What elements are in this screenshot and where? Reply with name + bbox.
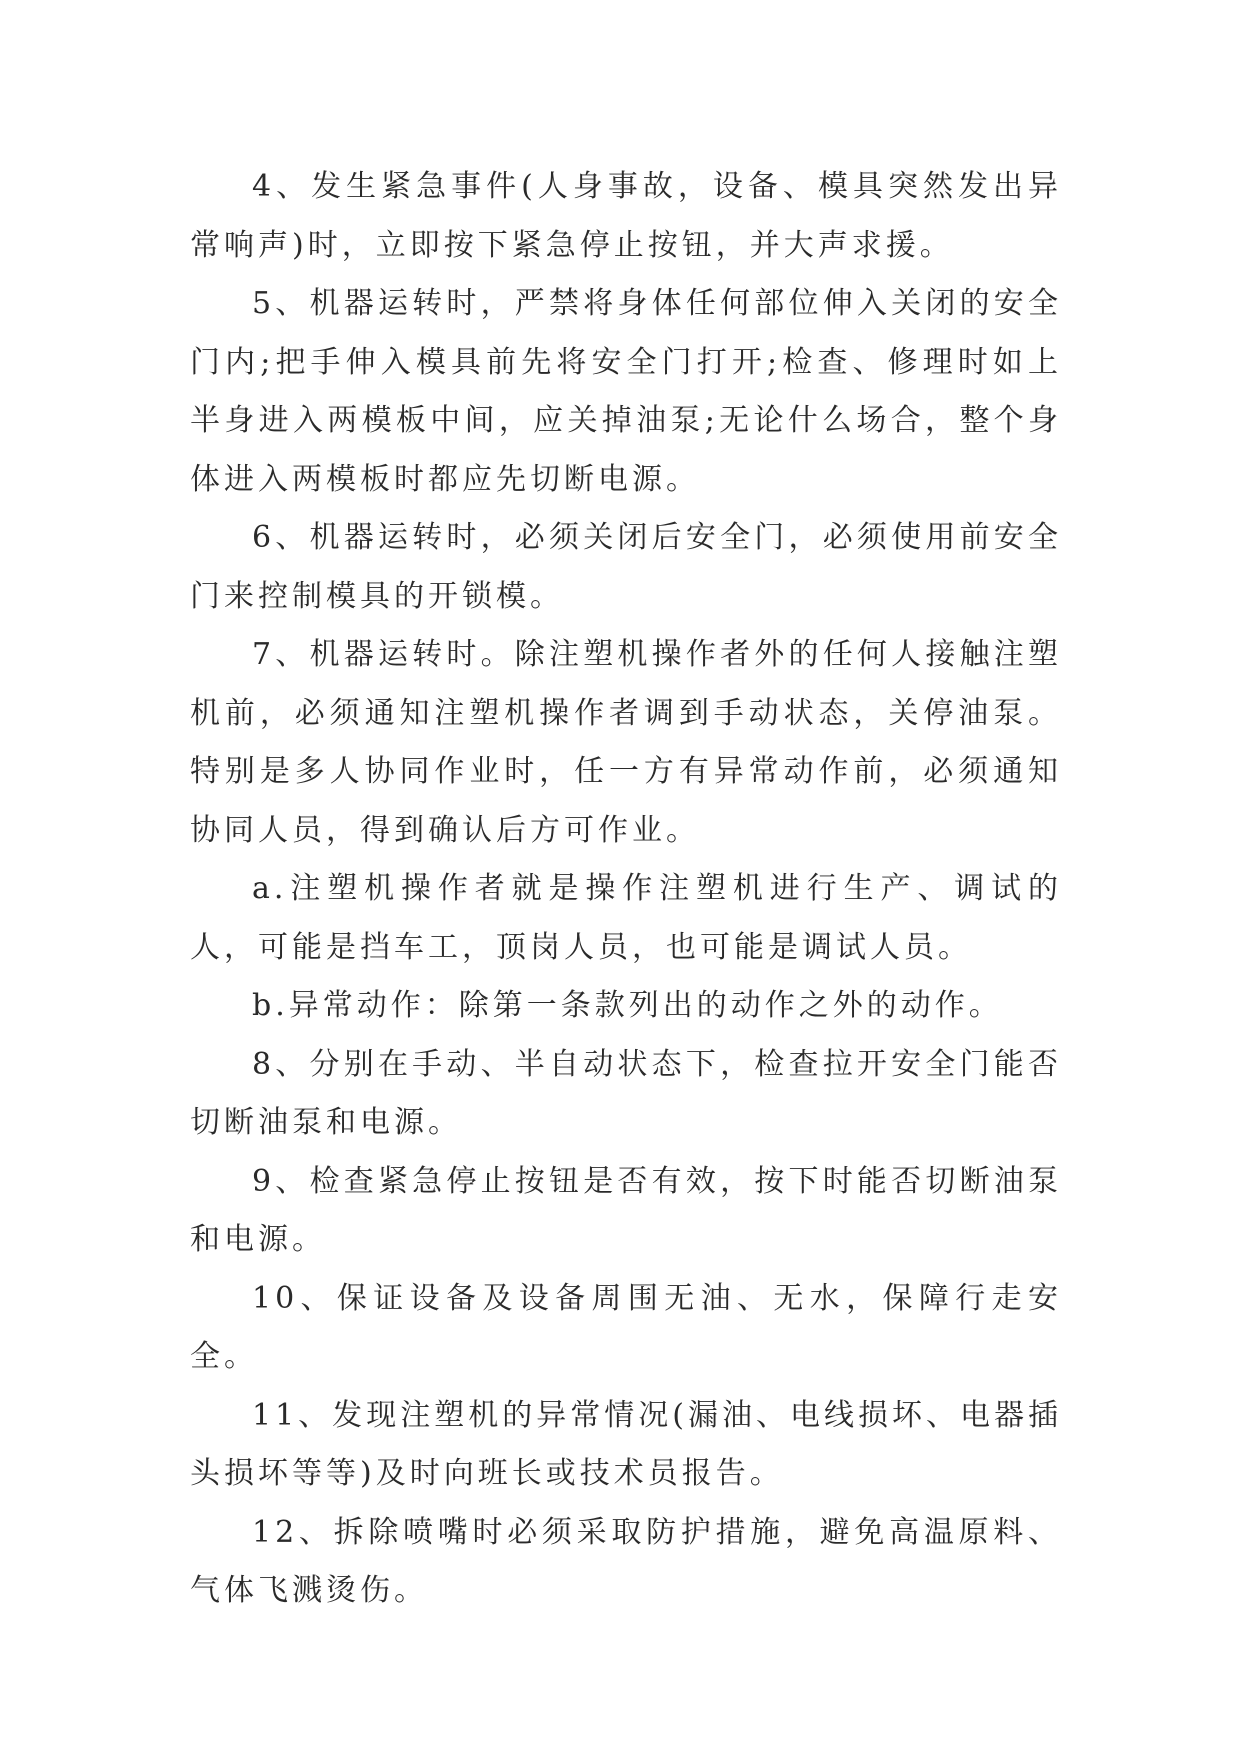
paragraph-item-10: 10、保证设备及设备周围无油、无水，保障行走安全。 — [190, 1280, 1062, 1374]
paragraph-item-7a: a.注塑机操作者就是操作注塑机进行生产、调试的人，可能是挡车工，顶岗人员，也可能是调试人员。 — [190, 871, 1062, 965]
paragraph-item-4: 4、发生紧急事件(人身事故，设备、模具突然发出异常响声)时，立即按下紧急停止按钮，并大声求援。 — [190, 169, 1062, 263]
paragraph-item-8: 8、分别在手动、半自动状态下，检查拉开安全门能否切断油泵和电源。 — [190, 1046, 1062, 1140]
paragraph-item-12: 12、拆除喷嘴时必须采取防护措施，避免高温原料、气体飞溅烫伤。 — [190, 1514, 1062, 1608]
paragraph-item-7b: b.异常动作：除第一条款列出的动作之外的动作。 — [252, 988, 1003, 1023]
paragraph-item-6: 6、机器运转时，必须关闭后安全门，必须使用前安全门来控制模具的开锁模。 — [190, 520, 1062, 614]
document-body — [190, 158, 1062, 1621]
paragraph-item-7: 7、机器运转时。除注塑机操作者外的任何人接触注塑机前，必须通知注塑机操作者调到手动状态，关停油泵。特别是多人协同作业时，任一方有异常动作前，必须通知协同人员，得到确认后方可作业。 — [190, 637, 1062, 848]
paragraph-item-11: 11、发现注塑机的异常情况(漏油、电线损坏、电器插头损坏等等)及时向班长或技术员报告。 — [190, 1397, 1062, 1491]
paragraph-item-9: 9、检查紧急停止按钮是否有效，按下时能否切断油泵和电源。 — [190, 1163, 1062, 1257]
paragraph-item-5: 5、机器运转时，严禁将身体任何部位伸入关闭的安全门内;把手伸入模具前先将安全门打开;检查、修理时如上半身进入两模板中间，应关掉油泵;无论什么场合，整个身体进入两模板时都应先切断电源。 — [190, 286, 1062, 497]
